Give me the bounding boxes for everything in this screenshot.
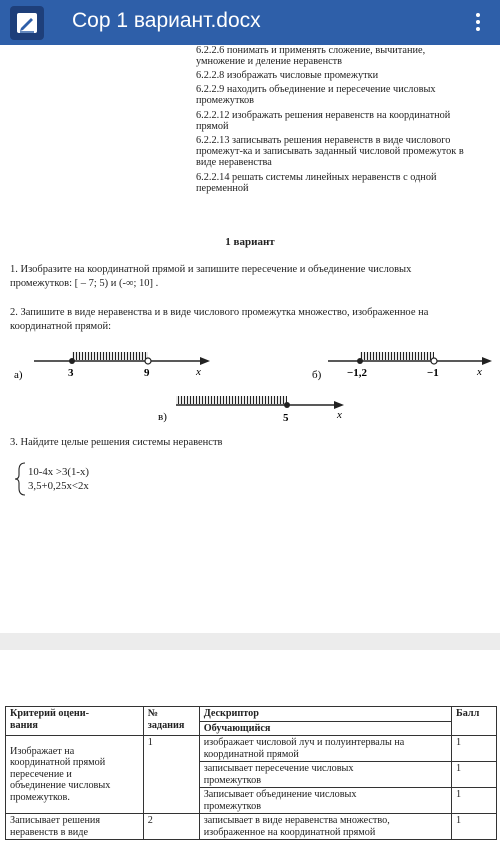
cell-text: Изображает на [10,745,75,757]
header-text: Критерий оцени- [10,708,90,719]
header-task-number [143,707,199,736]
cell-text: промежутков. [10,791,70,803]
inequality-1: 10-4x >3(1-x) [28,466,89,478]
header-student: Обучающийся [199,721,451,736]
figure-b-label: б) [312,369,322,381]
document-title: Сор 1 вариант.docx [72,9,261,32]
cell-text: промежутков [203,800,262,812]
page-gap [0,633,500,650]
task2-text: 2. Запишите в виде неравенства и в виде числового промежутка множество, изображенное на [10,307,429,318]
axis-label: x [196,366,201,378]
task2-text: координатной прямой: [10,321,111,332]
tick-label: 3 [68,367,74,379]
cell-text: объединение числовых [10,780,111,792]
document-page[interactable] [0,45,500,633]
score-cell: 1 [452,788,497,814]
tick-label: −1 [427,367,439,379]
tick-label: 9 [144,367,150,379]
header-score: Балл [452,707,497,736]
open-point [431,358,437,364]
inequality-2: 3,5+0,25x<2x [28,480,89,492]
cell-text: записывает в виде неравенства множество, [203,815,390,826]
cell-text: Записывает объединение числовых [203,789,357,800]
header-text: вания [10,719,38,731]
cell-text: промежутков [203,774,262,786]
descriptor-cell [199,814,451,840]
objective-line: переменной [196,183,249,194]
cell-text: Записывает решения [10,815,101,826]
axis-label: x [337,409,342,421]
hatch-region [360,352,434,360]
hatch-region [72,352,148,360]
figure-a-label: а) [14,369,23,381]
objective-line: 6.2.2.8 изображать числовые промежутки [196,70,379,81]
criterion-cell [6,736,144,814]
descriptor-cell [199,762,451,788]
more-vert-icon[interactable] [468,10,488,36]
app-bar [0,0,500,45]
open-point [145,358,151,364]
cell-text: координатной прямой [10,757,106,769]
axis-arrow [482,357,492,365]
cell-text: изображает числовой луч и полуинтервалы на [203,737,405,748]
cell-text: изображенное на координатной прямой [203,826,376,838]
variant-heading: 1 вариант [225,236,275,248]
cell-text: записывает пересечение числовых [203,763,354,774]
axis-arrow [334,401,344,409]
header-text: № [147,708,158,719]
descriptor-cell [199,788,451,814]
tick-label: −1,2 [347,367,368,379]
header-criterion [6,707,144,736]
cell-text: координатной прямой [203,748,299,760]
objective-line: промежут-ка и записывать заданный числовой промежуток в [196,146,464,157]
objective-line: 6.2.2.9 находить объединение и пересечение числовых [196,84,436,95]
task-number-cell: 2 [143,814,199,840]
number-line-figures [0,335,500,435]
objective-line: умножение и деление неравенств [196,56,343,67]
task1-text: 1. Изобразите на координатной прямой и запишите пересечение и объединение числовых [10,264,412,275]
objective-line: 6.2.2.6 понимать и применять сложение, вычитание, [196,45,426,56]
document-page-2[interactable] [0,650,500,853]
axis-arrow [200,357,210,365]
task1-text: промежутков: [ – 7; 5) и (-∞; 10] . [10,278,159,289]
closed-point [357,358,363,364]
score-cell: 1 [452,736,497,762]
task-number-cell: 1 [143,736,199,814]
objective-line: 6.2.2.14 решать системы линейных неравенств с одной [196,172,437,183]
score-cell: 1 [452,814,497,840]
cell-text: пересечение и [10,768,72,780]
objective-line: 6.2.2.13 записывать решения неравенств в виде числового [196,135,451,146]
task3-text: 3. Найдите целые решения системы неравенств [10,437,223,448]
objective-line: прямой [196,121,229,132]
header-descriptor: Дескриптор [199,707,451,722]
objective-line: промежутков [196,95,254,106]
closed-point [69,358,75,364]
cell-text: неравенств в виде [10,826,88,838]
criterion-cell [6,814,144,840]
tick-label: 5 [283,412,289,424]
word-doc-icon[interactable] [10,6,44,40]
axis-label: x [477,366,482,378]
criteria-table [5,706,497,840]
score-cell: 1 [452,762,497,788]
hatch-region [176,396,287,404]
header-text: задания [147,719,185,731]
system-brace [14,462,28,496]
figure-c-label: в) [158,411,167,423]
objective-line: виде неравенства [196,157,272,168]
descriptor-cell [199,736,451,762]
closed-point [284,402,290,408]
objective-line: 6.2.2.12 изображать решения неравенств на координатной [196,110,451,121]
